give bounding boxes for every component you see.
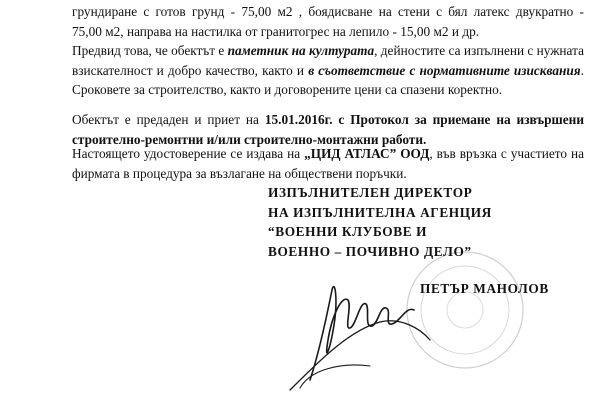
paragraph-issuance: [72, 144, 584, 183]
monument-emphasis: паметник на културата: [227, 43, 375, 58]
signatory-line-4: ВОЕННО – ПОЧИВНО ДЕЛО”: [268, 243, 472, 259]
issuance-text-2: , във връзка с участието на фирмата в процедура за възлагане на обществени поръчки.: [72, 146, 584, 181]
signatory-line-2: НА ИЗПЪЛНИТЕЛНА АГЕНЦИЯ: [268, 204, 492, 220]
acceptance-text-1: Обектът е предаден и приет на: [72, 112, 265, 127]
signatory-title: [268, 183, 492, 261]
materials-line-2: 75,00 м2, направа на настилка от гранитогрес на лепило - 15,00 м2 и др.: [72, 23, 480, 39]
signatory-line-3: “ВОЕННИ КЛУБОВЕ И: [268, 224, 428, 240]
quality-text-1: Предвид това, че обектът е: [72, 43, 228, 58]
signatory-line-1: ИЗПЪЛНИТЕЛЕН ДИРЕКТОР: [268, 185, 473, 200]
paragraph-quality: [72, 41, 584, 100]
compliance-emphasis: в съответствие с нормативните изисквания: [308, 62, 581, 78]
company-name: „ЦИД АТЛАС” ООД: [304, 146, 430, 161]
quality-text-3: . Сроковете за строителство, както и договорените цени са спазени коректно.: [72, 62, 584, 98]
quality-text-2: , дейностите са изпълнени с нужната взискателност и добро качество, както и: [72, 43, 584, 78]
handwritten-signature: [280, 270, 440, 400]
acceptance-protocol: 15.01.2016г. с Протокол за приемане на извършени строително-ремонтни и/или строително-монтажни работи.: [72, 112, 584, 147]
paragraph-materials: [72, 2, 584, 41]
signatory-name: ПЕТЪР МАНОЛОВ: [420, 281, 549, 296]
materials-line-1: грундиране с готов грунд - 75,00 м2 , боядисване на стени с бял латекс двукратно -: [72, 4, 584, 19]
issuance-text-1: Настоящето удостоверение се издава на: [72, 146, 305, 161]
